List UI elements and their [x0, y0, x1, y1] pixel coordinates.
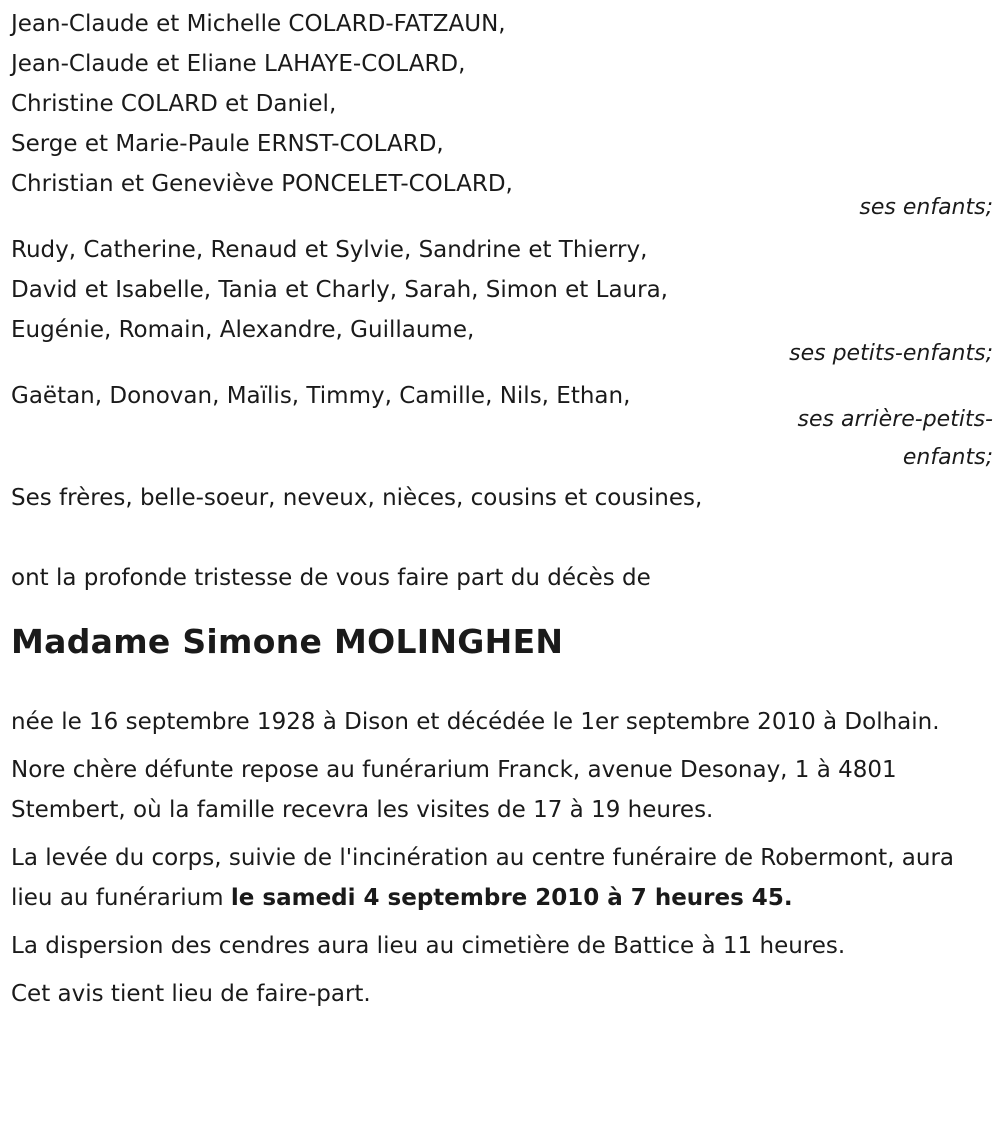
- child-line: Christine COLARD et Daniel,: [11, 91, 337, 117]
- great-grandchildren-section: [11, 376, 993, 478]
- children-role: ses enfants;: [859, 195, 993, 220]
- ceremony-info: [11, 838, 993, 918]
- ceremony-date: le samedi 4 septembre 2010 à 7 heures 45.: [230, 885, 793, 911]
- ceremony-intro: La levée du corps, suivie de l'incinération au centre funéraire de Robermont, aura lieu au funérarium: [11, 845, 955, 911]
- obituary-notice: [11, 4, 993, 1014]
- grandchild-line: David et Isabelle, Tania et Charly, Sarah, Simon et Laura,: [11, 277, 668, 303]
- child-line: Serge et Marie-Paule ERNST-COLARD,: [11, 131, 444, 157]
- grandchild-line: Rudy, Catherine, Renaud et Sylvie, Sandrine et Thierry,: [11, 237, 648, 263]
- great-grandchild-line: Gaëtan, Donovan, Maïlis, Timmy, Camille, Nils, Ethan,: [11, 383, 631, 409]
- birth-death-info: née le 16 septembre 1928 à Dison et décédée le 1er septembre 2010 à Dolhain.: [11, 709, 940, 735]
- extended-family: Ses frères, belle-soeur, neveux, nièces, cousins et cousines,: [11, 485, 703, 511]
- repose-info: Nore chère défunte repose au funérarium Franck, avenue Desonay, 1 à 4801 Stembert, où la famille recevra les visites de 17 à 19 heures.: [11, 757, 897, 823]
- grandchild-line: Eugénie, Romain, Alexandre, Guillaume,: [11, 317, 475, 343]
- grandchildren-section: [11, 230, 993, 374]
- children-section: [11, 4, 993, 228]
- deceased-name: Madame Simone MOLINGHEN: [11, 622, 564, 661]
- closing-note: Cet avis tient lieu de faire-part.: [11, 981, 371, 1007]
- dispersion-info: La dispersion des cendres aura lieu au cimetière de Battice à 11 heures.: [11, 933, 846, 959]
- great-grandchildren-role-2: enfants;: [902, 445, 993, 470]
- grandchildren-role: ses petits-enfants;: [789, 341, 993, 366]
- great-grandchildren-role-1: ses arrière-petits-: [797, 407, 993, 432]
- child-line: Jean-Claude et Eliane LAHAYE-COLARD,: [11, 51, 466, 77]
- child-line: Jean-Claude et Michelle COLARD-FATZAUN,: [11, 11, 506, 37]
- announcement: ont la profonde tristesse de vous faire part du décès de: [11, 565, 651, 591]
- child-line: Christian et Geneviève PONCELET-COLARD,: [11, 171, 513, 197]
